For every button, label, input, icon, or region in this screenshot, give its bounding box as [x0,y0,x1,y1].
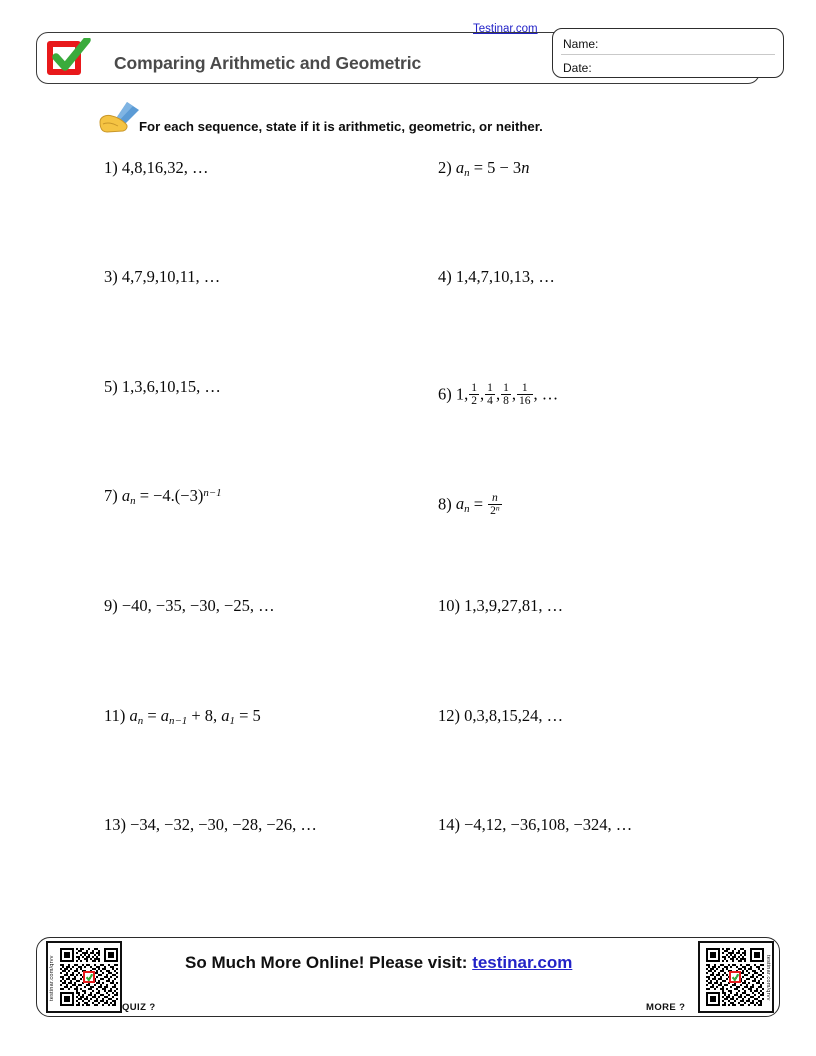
problem-10-body: 1,3,9,27,81, … [464,596,564,615]
problem-5-body: 1,3,6,10,15, … [121,377,221,396]
quiz-caption: QUIZ ? [122,1002,156,1013]
problem-7 [104,488,222,505]
problem-14-body: −4,12, −36,108, −324, … [464,815,633,834]
problem-4-number: 4) [438,267,452,286]
problem-10 [438,598,563,615]
problem-14-number: 14) [438,815,460,834]
problem-10-number: 10) [438,596,460,615]
fraction-numerator: 1 [521,382,528,394]
problem-2-expr: = 5 − 3 [473,158,522,177]
problem-2-sub: n [464,166,470,179]
qr-right-side-label: testinar.com/qrvv [765,955,771,1001]
problem-8 [438,492,503,517]
problem-14 [438,817,632,834]
problem-11-a2: a [160,706,170,725]
problem-12-body: 0,3,8,15,24, … [464,706,564,725]
problem-2-a: a [455,158,465,177]
fraction-denominator: 16 [518,395,531,408]
qr-right-image [706,946,764,1008]
problem-6: 6) 1, $\frac{1}{2}$ , $\frac{1}{4}$ , $\frac{1}{8}$ , $\frac{1}{16}$ , … [438,382,559,408]
testinar-footer-link[interactable]: testinar.com [472,953,573,972]
qr-left-side-label: testinar.com/qrvv [49,955,55,1001]
fraction-den-base: 2 [490,505,496,518]
problem-1 [104,160,209,177]
problem-8-number: 8) [438,494,452,514]
problem-3 [104,269,220,286]
problem-11-sub1: n [137,714,144,727]
fraction-denominator: 2 [471,395,478,408]
problem-7-expr: = −4.(−3) [139,486,204,505]
problem-11-number: 11) [104,706,126,725]
problem-11-eq1: = [147,706,157,725]
problem-13-number: 13) [104,815,126,834]
problem-6-tail: , … [533,384,559,404]
problem-7-number: 7) [104,486,118,505]
problem-4 [438,269,555,286]
fraction-numerator: 1 [487,382,493,394]
problem-11-eq3: = 5 [239,706,261,725]
problem-12 [438,708,563,725]
instruction-text: For each sequence, state if it is arithmetic, geometric, or neither. [139,119,543,134]
problem-11 [104,708,261,725]
qr-left-image [60,946,118,1008]
problem-4-body: 1,4,7,10,13, … [455,267,555,286]
problem-9-body: −40, −35, −30, −25, … [121,596,275,615]
qr-code-quiz[interactable] [46,941,122,1013]
problem-1-number: 1) [104,158,118,177]
fraction-numerator: n [492,492,498,504]
fraction-den-exponent: n [495,503,500,513]
name-date-divider [561,54,775,55]
name-label: Name: [563,37,599,51]
fraction-numerator: 1 [471,382,478,394]
problem-7-sub: n [130,494,136,507]
problem-9-number: 9) [104,596,118,615]
problem-2 [438,160,529,177]
problem-2-number: 2) [438,158,452,177]
qr-code-more[interactable] [698,941,774,1013]
problem-6-lead: 1, [455,384,469,404]
problem-2-var: n [521,158,530,177]
problem-11-a1: a [129,706,138,725]
problem-9 [104,598,275,615]
footer-message-text: So Much More Online! Please visit: [185,953,468,972]
fraction-denominator: 4 [487,395,493,408]
problem-6-number: 6) [438,384,452,404]
date-label: Date: [563,61,592,75]
problem-3-body: 4,7,9,10,11, … [121,267,221,286]
testinar-top-link[interactable]: Testinar.com [473,23,538,35]
problem-3-number: 3) [104,267,118,286]
fraction-denominator [488,504,502,517]
problem-11-eq2: + 8, [191,706,218,725]
hand-writing-pencil-icon [97,100,143,134]
problem-13-body: −34, −32, −30, −28, −26, … [130,815,317,834]
problem-6-fraction-4 [517,382,533,407]
problem-6-fraction-1 [469,382,479,407]
checked-checkbox-icon [44,41,94,77]
problem-6-fraction-2 [485,382,495,407]
problem-5-number: 5) [104,377,118,396]
problem-11-sub3: 1 [229,714,235,727]
page-title: Comparing Arithmetic and Geometric [114,53,422,73]
problem-8-a: a [455,494,465,514]
footer-message [185,953,572,973]
fraction-numerator: 1 [503,382,509,394]
problem-7-exponent: n−1 [203,486,222,499]
problem-8-fraction [488,492,502,517]
problem-11-sub2: n−1 [169,714,188,727]
problem-5 [104,379,221,396]
problem-12-number: 12) [438,706,460,725]
problem-7-a: a [121,486,131,505]
problem-11-a3: a [221,706,230,725]
problem-8-sub: n [464,503,470,516]
problem-6-fraction-3 [501,382,511,407]
problem-13 [104,817,317,834]
problem-1-body: 4,8,16,32, … [121,158,209,177]
name-date-box [552,28,784,78]
fraction-denominator: 8 [503,395,509,408]
more-caption: MORE ? [646,1002,686,1013]
problem-8-eq: = [473,494,483,514]
